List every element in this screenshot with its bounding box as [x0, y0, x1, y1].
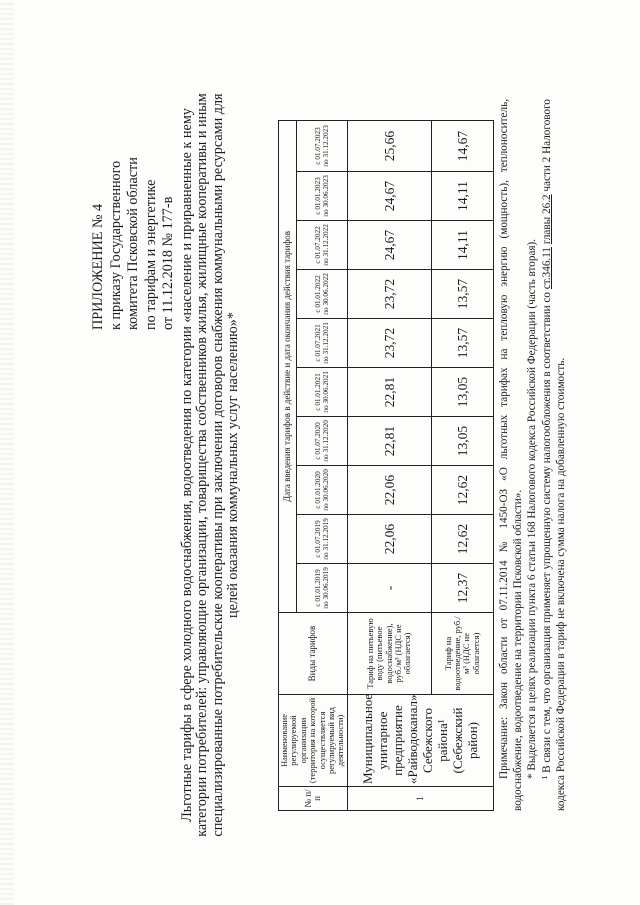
- note-text: Примечание: Закон области от 07.11.2014 № 1450-ОЗ «О льготных тарифах на тепловую энергию (мощность), теплоноситель, водоснабжение, водоотведение на территории Псковской области».: [498, 99, 525, 811]
- tariff-value: 22,81: [347, 417, 431, 466]
- tariff-value: 12,62: [431, 515, 493, 564]
- period-header: с 01.01.2019 по 30.06.2019: [296, 564, 347, 613]
- tariff-value: 22,06: [347, 466, 431, 515]
- tariff-kind: Тариф на водоотведение, руб./м³ (НДС не облагается): [431, 613, 493, 695]
- period-header: с 01.01.2022 по 30.06.2022: [296, 270, 347, 319]
- appendix-header: [90, 90, 178, 330]
- header-org: Наименование регулируемой организации (территория на которой осуществляется регулируемый вид деятельности): [279, 695, 348, 787]
- tariff-value: -: [347, 564, 431, 613]
- scan-artifact: [0, 0, 14, 905]
- appendix-line: ПРИЛОЖЕНИЕ № 4: [90, 203, 106, 330]
- row-number: 1: [347, 787, 493, 811]
- period-header: с 01.01.2023 по 30.06.2023: [296, 172, 347, 221]
- vat-footnote: * Выделяется в целях реализации пункта 6 статьи 168 Налогового кодекса Российской Федерации (часть вторая).: [526, 238, 539, 779]
- tariff-value: 25,66: [347, 120, 431, 171]
- notes-section: [497, 99, 568, 811]
- tariff-value: 13,05: [431, 368, 493, 417]
- header-dates: Дата введения тарифов в действие и дата окончания действия тарифов: [279, 120, 297, 612]
- tariff-value: 13,57: [431, 270, 493, 319]
- tariff-table: [278, 120, 494, 811]
- tariff-value: 23,72: [347, 270, 431, 319]
- appendix-line: комитета Псковской области: [125, 157, 141, 330]
- header-num: № п/п: [279, 787, 348, 811]
- tariff-value: 12,37: [431, 564, 493, 613]
- period-header: с 01.01.2021 по 30.06.2021: [296, 368, 347, 417]
- tariff-value: 24,67: [347, 221, 431, 270]
- tariff-value: 24,67: [347, 172, 431, 221]
- period-header: с 01.07.2021 по 31.12.2021: [296, 319, 347, 368]
- tariff-value: 22,06: [347, 515, 431, 564]
- document-title: Льготные тарифы в сфере холодного водоснабжения, водоотведения по категории «население и приравненные к нему категории потребителей: управляющие организации, товарищества собственников жилья, жилищные кооперативы и иным специализированные потребительские кооперативы при заключении договоров снабжения коммунальными ресурсами для целей оказания коммунальных услуг населению»*: [179, 93, 242, 837]
- period-header: с 01.07.2022 по 31.12.2022: [296, 221, 347, 270]
- tariff-value: 13,05: [431, 417, 493, 466]
- tariff-value: 12,62: [431, 466, 493, 515]
- tariff-value: 13,57: [431, 319, 493, 368]
- tariff-value: 22,81: [347, 368, 431, 417]
- tariff-kind: Тариф на питьевую воду (питьевое водоснабжение), руб./м³ (НДС не облагается): [347, 613, 431, 695]
- header-kind: Виды тарифов: [279, 613, 348, 695]
- period-header: с 01.01.2020 по 30.06.2020: [296, 466, 347, 515]
- appendix-line: по тарифам и энергетике: [142, 179, 159, 330]
- tax-code-chapter-link[interactable]: главы 26.2: [540, 194, 553, 245]
- tax-footnote-suffix: части 2 Налогового кодекса Российской Федерации в тариф не включена сумма налога на добавленную стоимость.: [540, 99, 567, 811]
- appendix-line: от 11.12.2018 № 177-в: [160, 196, 176, 330]
- period-header: с 01.07.2020 по 31.12.2020: [296, 417, 347, 466]
- tariff-value: 14,11: [431, 221, 493, 270]
- tariff-value: 23,72: [347, 319, 431, 368]
- tariff-value: 14,67: [431, 120, 493, 171]
- period-header: с 01.07.2023 по 31.12.2023: [296, 120, 347, 171]
- tax-footnote: [540, 99, 568, 811]
- appendix-line: к приказу Государственного: [107, 160, 124, 330]
- tax-footnote-prefix: ¹ В связи с тем, что организация применяет упрощенную систему налогообложения в соответствии со: [540, 289, 553, 779]
- tariff-value: 14,11: [431, 172, 493, 221]
- tax-footnote-space: [541, 244, 553, 247]
- period-header: с 01.07.2019 по 31.12.2019: [296, 515, 347, 564]
- organization-name: Муниципальное унитарное предприятие «Райводоканал» Себежского района¹ (Себежский район): [347, 695, 493, 787]
- tax-code-article-link[interactable]: ст.346.11: [540, 247, 553, 290]
